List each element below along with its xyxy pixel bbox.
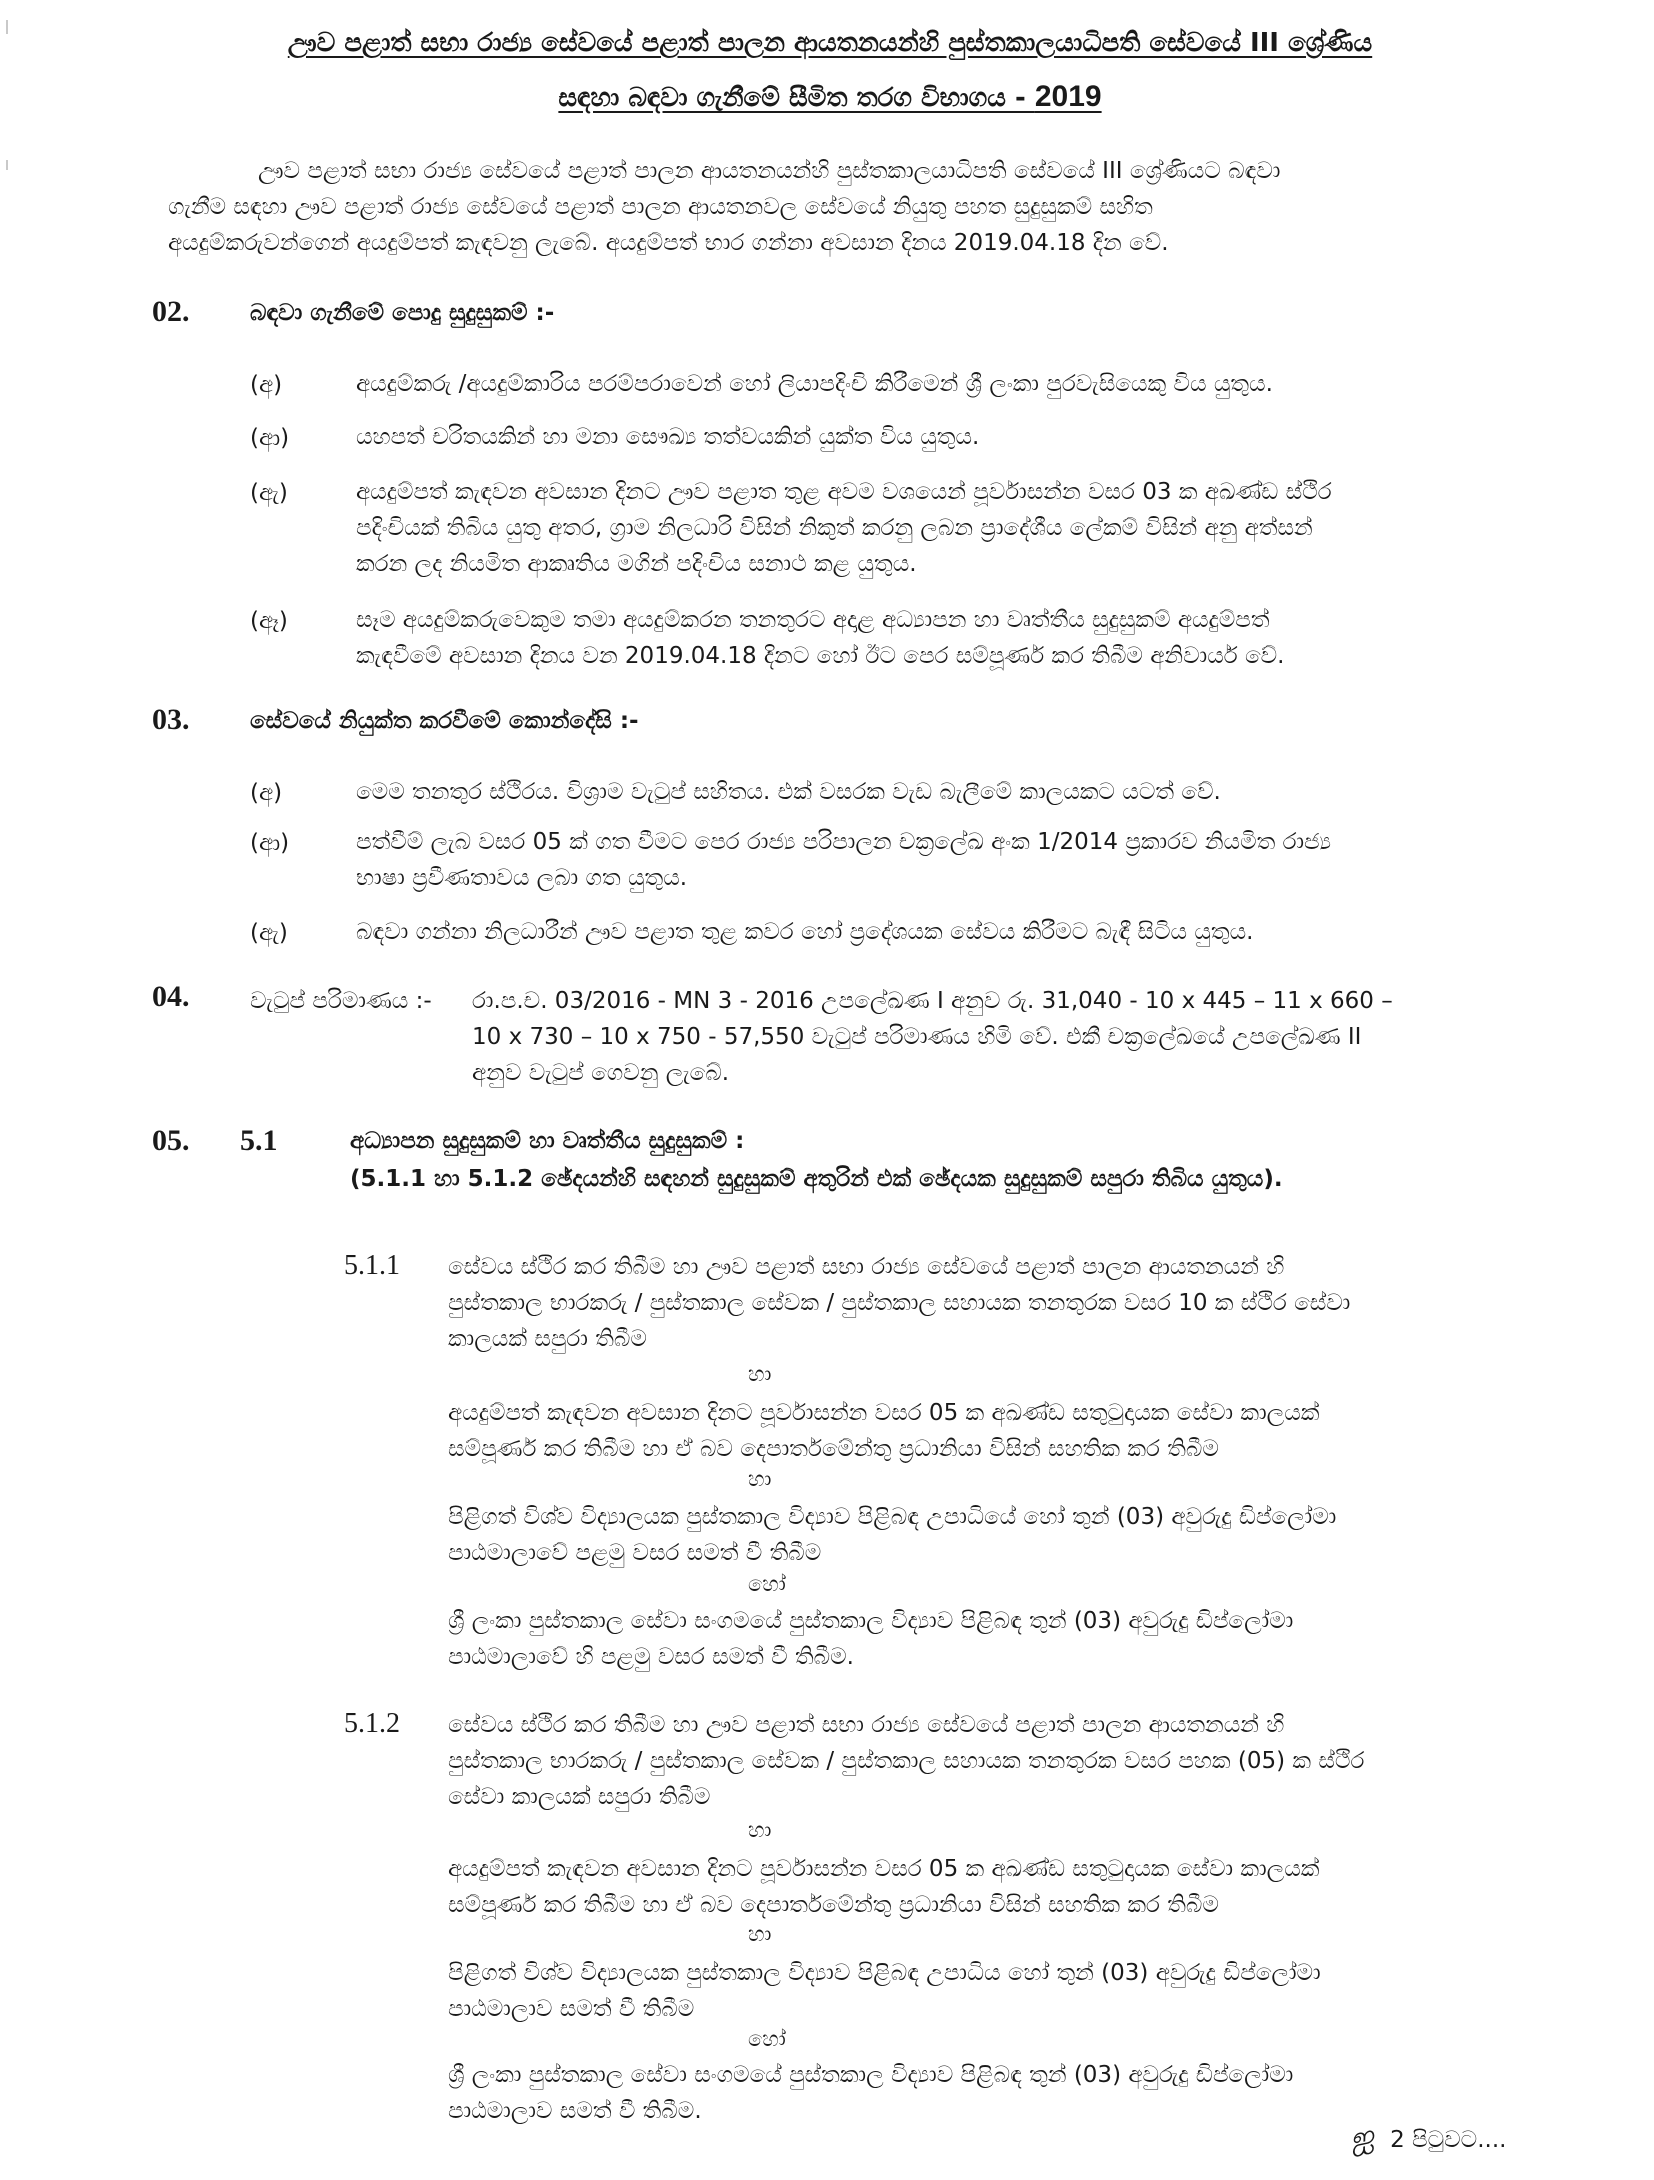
item-text: යහපත් චරිතයකින් හා මනා සෞඛ්‍ය තත්වයකින් යුක්ත විය යුතුය. [356,424,980,450]
paragraph-line: පිළිගත් විශ්ව විද්‍යාලයක පුස්තකාල විද්‍යාව පිළිබඳ උපාධියේ හෝ තුන් (03) අවුරුදු ඩිප්ලෝමා [448,1504,1337,1530]
conjunction: හෝ [748,2027,786,2051]
item-label: (අ) [250,780,283,806]
item-label: (ඈ) [250,608,288,634]
section-subtitle: (5.1.1 හා 5.1.2 ඡේදයන්හි සඳහන් සුදුසුකම් අතුරින් එක් ඡේදයක සුදුසුකම් සපුරා තිබිය යුතුය). [350,1166,1283,1192]
item-text: පදිංචියක් තිබිය යුතු අතර, ග්‍රාම නිලධාරි විසින් නිකුත් කරනු ලබන ප්‍රාදේශීය ලේකම් විසින් අනු අත්සන් [356,515,1313,541]
item-label: (ඇ) [250,920,288,946]
paragraph-line: සම්පූර්ණ කර තිබීම හා ඒ බව දෙපාර්තමේන්තු ප්‍රධානියා විසින් සහතික කර තිබීම [448,1892,1219,1918]
continuation-text: 2 පිටුවට.... [1390,2127,1507,2153]
section-number: 04. [152,980,190,1013]
conjunction: හා [748,1362,772,1386]
paragraph-line: පාඨමාලාව සමත් වී තිබීම [448,1996,695,2022]
section-title: සේවයේ නියුක්ත කරවීමේ කොන්දේසි :- [250,708,639,734]
conjunction: හා [748,1922,772,1946]
intro-line: අයදුම්කරුවන්ගෙන් අයදුම්පත් කැඳවනු ලැබේ. අයදුම්පත් භාර ගන්නා අවසාන දිනය 2019.04.18 දින වේ. [168,230,1169,256]
section-number: 05. [152,1124,190,1157]
section-title: වැටුප් පරිමාණය :- [250,988,432,1014]
scan-edge-mark [6,160,8,170]
salary-line: රා.ප.ච. 03/2016 - MN 3 - 2016 උපලේඛණ I අනුව රු. 31,040 - 10 x 445 – 11 x 660 – [472,988,1393,1014]
item-text: සෑම අයදුම්කරුවෙකුම තමා අයදුම්කරන තනතුරට අදාළ අධ්‍යාපන හා වෘත්තීය සුදුසුකම් අයදුම්පත් [356,607,1270,633]
document-title-line2 [120,80,1540,114]
paragraph-line: අයදුම්පත් කැඳවන අවසාන දිනට පූර්වාසන්න වසර 05 ක අඛණ්ඩ සතුටුදායක සේවා කාලයක් [448,1856,1320,1882]
paragraph-line: ශ්‍රී ලංකා පුස්තකාල සේවා සංගමයේ පුස්තකාල විද්‍යාව පිළිබඳ තුන් (03) අවුරුදු ඩිප්ලෝමා [448,2062,1294,2088]
paragraph-line: ශ්‍රී ලංකා පුස්තකාල සේවා සංගමයේ පුස්තකාල විද්‍යාව පිළිබඳ තුන් (03) අවුරුදු ඩිප්ලෝමා [448,1608,1294,1634]
handwritten-initials: ஐ [1346,2117,1378,2158]
paragraph-number: 5.1.2 [344,1708,400,1739]
paragraph-line: අයදුම්පත් කැඳවන අවසාන දිනට පූර්වාසන්න වසර 05 ක අඛණ්ඩ සතුටුදායක සේවා කාලයක් [448,1400,1320,1426]
item-text: භාෂා ප්‍රවීණතාවය ලබා ගත යුතුය. [356,865,688,891]
conjunction: හා [748,1818,772,1842]
item-text: පත්වීම් ලැබ වසර 05 ක් ගත වීමට පෙර රාජ්‍ය පරිපාලන චක්‍රලේඛ අංක 1/2014 ප්‍රකාරව නියමිත රාජ්‍ය [356,829,1332,855]
paragraph-line: පුස්තකාල භාරකරු / පුස්තකාල සේවක / පුස්තකාල සහායක තනතුරක වසර පහක (05) ක ස්ථිර [448,1748,1365,1774]
item-label: (ආ) [250,830,290,856]
section-title: බඳවා ගැනීමේ පොදු සුදුසුකම් :- [250,300,555,326]
item-text: මෙම තනතුර ස්ථිරය. විශ්‍රාම වැටුප් සහිතය. එක් වසරක වැඩ බැලීමේ කාලයකට යටත් වේ. [356,779,1221,805]
paragraph-line: පාඨමාලාවේ හි පළමු වසර සමත් වී තිබීම. [448,1644,854,1670]
section-number: 02. [152,295,190,328]
paragraph-line: පුස්තකාල භාරකරු / පුස්තකාල සේවක / පුස්තකාල සහායක තනතුරක වසර 10 ක ස්ථිර සේවා [448,1290,1351,1316]
paragraph-line: කාලයක් සපුරා තිබීම [448,1326,647,1352]
intro-line: ගැනීම සඳහා ඌව පළාත් රාජ්‍ය සේවයේ පළාත් පාලන ආයතනවල සේවයේ නියුතු පහත සුදුසුකම් සහිත [168,194,1153,220]
scan-edge-mark [6,20,8,34]
paragraph-number: 5.1.1 [344,1250,400,1281]
intro-line: ඌව පළාත් සභා රාජ්‍ය සේවයේ පළාත් පාලන ආයතනයන්හි පුස්තකාලයාධිපති සේවයේ III ශ්‍රේණියට බඳවා [258,158,1281,184]
item-text: කරන ලද නියමිත ආකෘතිය මගින් පදිංචිය සනාථ කළ යුතුය. [356,551,917,577]
item-label: (අ) [250,372,283,398]
salary-line: අනුව වැටුප් ගෙවනු ලැබේ. [472,1060,730,1086]
item-text: බඳවා ගන්නා නිලධාරීන් ඌව පළාත තුළ කවර හෝ ප්‍රදේශයක සේවය කිරීමට බැඳී සිටිය යුතුය. [356,919,1254,945]
paragraph-line: සේවය ස්ථිර කර තිබීම හා ඌව පළාත් සභා රාජ්‍ය සේවයේ පළාත් පාලන ආයතනයන් හි [448,1712,1285,1738]
paragraph-line: පාඨමාලාව සමත් වී තිබීම. [448,2098,702,2124]
salary-line: 10 x 730 – 10 x 750 - 57,550 වැටුප් පරිමාණය හිමි වේ. එකී චක්‍රලේඛයේ උපලේඛණ II [472,1024,1362,1050]
item-text: කැඳවීමේ අවසාන දිනය වන 2019.04.18 දිනට හෝ ඊට පෙර සම්පූර්ණ කර තිබීම අනිවාර්ය වේ. [356,643,1285,669]
page-continuation [1346,2117,1507,2159]
paragraph-line: සේවය ස්ථිර කර තිබීම හා ඌව පළාත් සභා රාජ්‍ය සේවයේ පළාත් පාලන ආයතනයන් හි [448,1254,1285,1280]
item-text: අයදුම්පත් කැඳවන අවසාන දිනට ඌව පළාත තුළ අවම වශයෙන් පූර්වාසන්න වසර 03 ක අඛණ්ඩ ස්ථිර [356,479,1332,505]
paragraph-line: පිළිගත් විශ්ව විද්‍යාලයක පුස්තකාල විද්‍යාව පිළිබඳ උපාධිය හෝ තුන් (03) අවුරුදු ඩිප්ලෝමා [448,1960,1321,1986]
conjunction: හෝ [748,1572,786,1596]
subsection-number: 5.1 [240,1124,278,1157]
paragraph-line: සම්පූර්ණ කර තිබීම හා ඒ බව දෙපාර්තමේන්තු ප්‍රධානියා විසින් සහතික කර තිබීම [448,1436,1219,1462]
paragraph-line: සේවා කාලයක් සපුරා තිබීම [448,1784,711,1810]
section-number: 03. [152,703,190,736]
item-label: (ආ) [250,425,290,451]
document-title-line1: ඌව පළාත් සභා රාජ්‍ය සේවයේ පළාත් පාලන ආයතනයන්හි පුස්තකාලයාධිපති සේවයේ III ශ්‍රේණිය [287,28,1373,58]
title-year: 2019 [1034,80,1102,113]
item-label: (ඇ) [250,480,288,506]
paragraph-line: පාඨමාලාවේ පළමු වසර සමත් වී තිබීම [448,1540,822,1566]
title-text: සඳහා බඳවා ගැනීමේ සීමිත තරග විභාගය - [558,83,1035,113]
conjunction: හා [748,1467,772,1491]
item-text: අයදුම්කරු /අයදුම්කාරිය පරම්පරාවෙන් හෝ ලියාපදිංචි කිරීමෙන් ශ්‍රී ලංකා පුරවැසියෙකු විය යුතුය. [356,371,1273,397]
section-title: අධ්‍යාපන සුදුසුකම් හා වෘත්තීය සුදුසුකම් : [350,1128,745,1154]
